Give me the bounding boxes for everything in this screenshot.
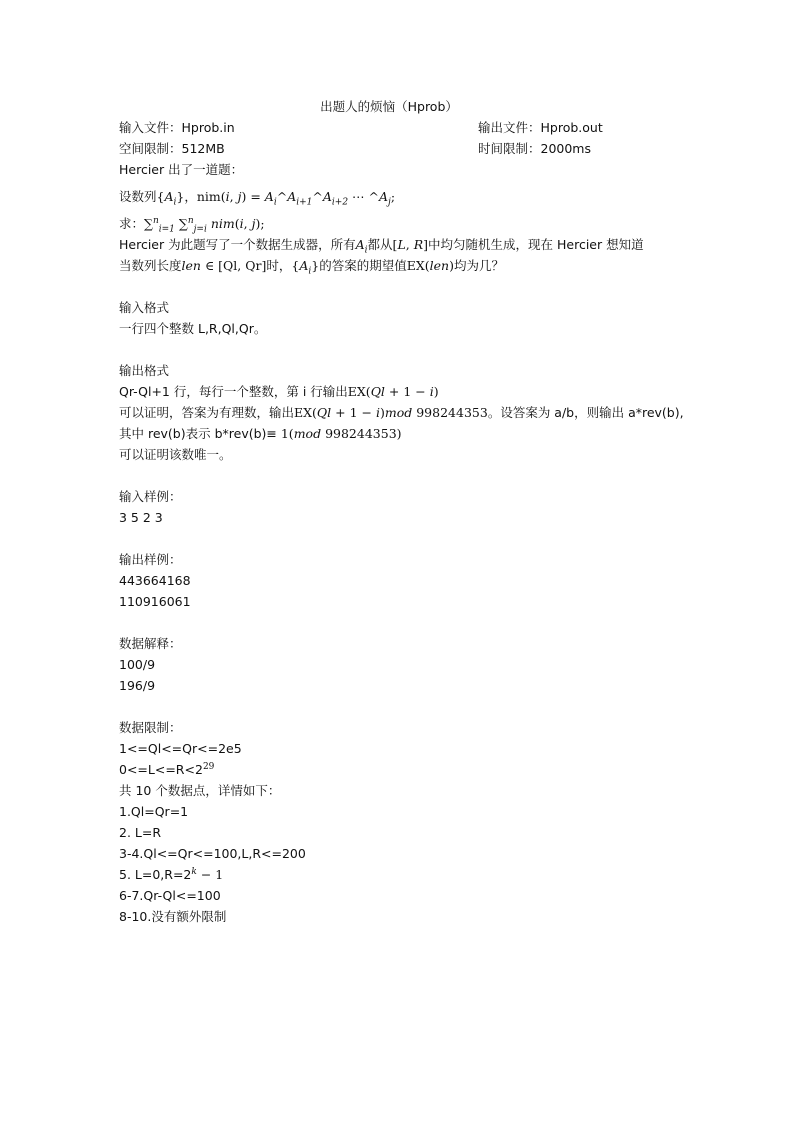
time-limit-label: 时间限制：2000ms bbox=[478, 141, 592, 156]
constraint-line: 1.Ql=Qr=1 bbox=[119, 804, 189, 819]
constraint-line: 3-4.Ql<=Qr<=100,L,R<=200 bbox=[119, 846, 306, 861]
output-sample-line: 443664168 bbox=[119, 573, 191, 588]
output-sample-heading: 输出样例： bbox=[119, 552, 182, 567]
input-sample-heading: 输入样例： bbox=[119, 489, 182, 504]
sum-expression: ∑$^n_{i=1}$ ∑$^n_{j=i}$ nim(i, j); bbox=[144, 215, 265, 235]
explanation-heading: 数据解释： bbox=[119, 636, 182, 651]
output-format-line-3: 其中 rev(b)表示 b*rev(b)≡ 1(mod 998244353) bbox=[119, 426, 402, 441]
output-sample-line: 110916061 bbox=[119, 594, 191, 609]
memory-limit-label: 空间限制：512MB bbox=[119, 141, 225, 156]
problem-document bbox=[119, 96, 684, 927]
constraint-line: 共 10 个数据点，详情如下： bbox=[119, 783, 281, 798]
sequence-definition: 设数列$\{A_i\}$，nim(i, $j) = A_i\^{}A_{i+1}\^{}A_{i+2}$ ⋯ $\^{}A_j$; bbox=[119, 189, 396, 208]
description-line-2: 当数列长度len ∈ [Ql, Qr]时，$\{A_i\}$的答案的期望值EX(len)均为几？ bbox=[119, 258, 504, 277]
explanation-line: 196/9 bbox=[119, 678, 156, 693]
constraint-line: $0<=L<=R<2^{29}$ bbox=[119, 761, 215, 777]
constraint-line: 1<=Ql<=Qr<=2e5 bbox=[119, 741, 242, 756]
constraint-line: 5. $L=0,R=2^k - 1$ bbox=[119, 866, 224, 882]
input-format-text: 一行四个整数 L,R,Ql,Qr。 bbox=[119, 321, 267, 336]
file-info-row bbox=[119, 117, 679, 138]
constraint-line: 6-7.Qr-Ql<=100 bbox=[119, 888, 221, 903]
nim-definition: nim(i, $j) = A_i\^{}A_{i+1}\^{}A_{i+2}$ ⋯ $\^{}A_j$; bbox=[196, 189, 396, 208]
problem-title: 出题人的烦恼（Hprob） bbox=[320, 99, 458, 114]
intro-text: Hercier 出了一道题： bbox=[119, 162, 244, 177]
constraints-heading: 数据限制： bbox=[119, 720, 182, 735]
limits-row bbox=[119, 138, 679, 159]
constraint-line: 8-10.没有额外限制 bbox=[119, 909, 227, 924]
input-file-label: 输入文件：Hprob.in bbox=[119, 120, 235, 135]
output-format-line-1: Qr-Ql+1 行，每行一个整数，第 i 行输出EX(Ql + 1 − i) bbox=[119, 384, 439, 399]
output-file-label: 输出文件：Hprob.out bbox=[478, 120, 603, 135]
output-format-heading: 输出格式 bbox=[119, 363, 170, 378]
description-line-1: Hercier 为此题写了一个数据生成器，所有$A_i$都从[L, R]中均匀随机生成，现在 Hercier 想知道 bbox=[119, 237, 644, 256]
output-format-line-2: 可以证明，答案为有理数，输出EX(Ql + 1 − i)mod 998244353。设答案为 a/b，则输出 a*rev(b), bbox=[119, 405, 684, 420]
explanation-line: 100/9 bbox=[119, 657, 156, 672]
output-format-line-4: 可以证明该数唯一。 bbox=[119, 447, 232, 462]
constraint-line: 2. L=R bbox=[119, 825, 162, 840]
question-formula: 求：∑$^n_{i=1}$ ∑$^n_{j=i}$ nim(i, j); bbox=[119, 215, 265, 235]
sequence-symbol: $\{A_i\}$ bbox=[156, 189, 185, 208]
input-format-heading: 输入格式 bbox=[119, 300, 170, 315]
input-sample-line: 3 5 2 3 bbox=[119, 510, 163, 525]
